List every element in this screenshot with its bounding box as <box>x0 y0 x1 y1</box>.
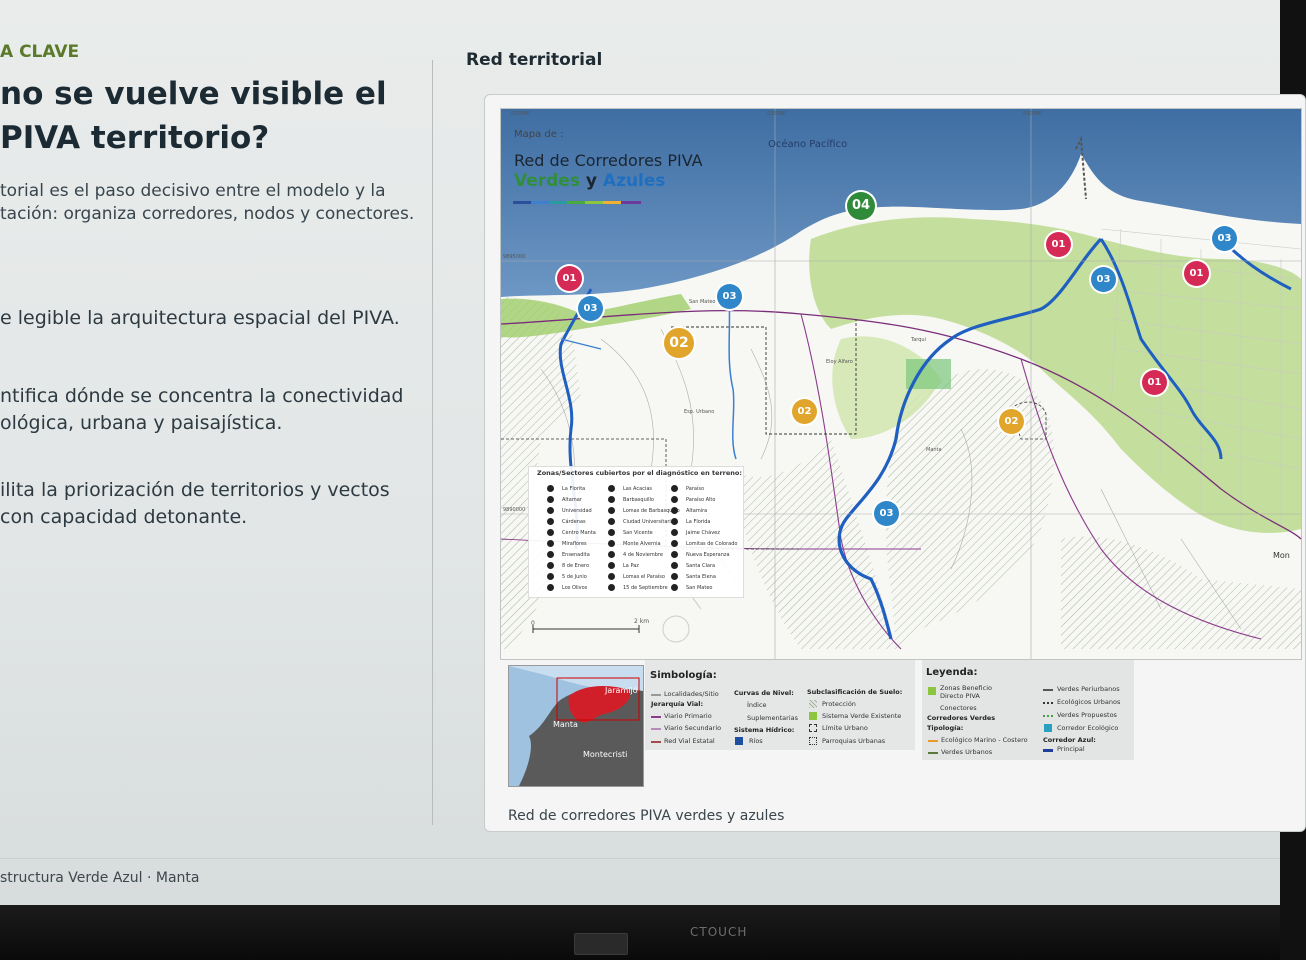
zone-item: 5 de Junio <box>547 572 611 583</box>
zone-item: La Paz <box>608 561 672 572</box>
symbology-item: Sistema Verde Existente <box>822 712 902 720</box>
zone-item: Altamar <box>547 495 611 506</box>
marine-coastal-line <box>928 740 938 742</box>
symbology-item: Límite Urbano <box>822 724 868 732</box>
legend-item: Verdes Urbanos <box>941 748 993 756</box>
place-label-1: San Mateo <box>689 299 716 305</box>
legend-item: Conectores <box>940 704 977 712</box>
coord-top-3: 530000 <box>1023 111 1043 117</box>
green-system-swatch <box>809 712 817 720</box>
zone-item: Santa Elena <box>671 572 735 583</box>
map-subtitle <box>514 171 666 191</box>
zone-item: San Vicente <box>608 528 672 539</box>
zone-item: Ciudad Universitaria <box>608 517 672 528</box>
place-label-2: Eloy Alfaro <box>826 359 853 365</box>
ocean-label: Océano Pacífico <box>768 139 848 150</box>
protection-swatch <box>809 700 817 708</box>
location-inset-map <box>508 665 644 787</box>
coord-top-1: 520000 <box>511 111 531 117</box>
bullet-2: ntifica dónde se concentra la conectividad ológica, urbana y paisajística. <box>0 385 404 434</box>
node-03[interactable]: 03 <box>1091 267 1116 292</box>
symbology-panel <box>645 660 915 750</box>
node-02[interactable]: 02 <box>999 409 1024 434</box>
zones-column-3 <box>671 484 738 594</box>
sensor-icon <box>574 933 628 955</box>
footer-divider <box>0 858 1280 859</box>
legend-item: Verdes Propuestos <box>1057 711 1117 719</box>
urban-green-line <box>928 752 938 754</box>
symbology-item: Sistema Hídrico: <box>734 726 795 734</box>
parish-swatch <box>809 737 817 745</box>
zone-item: Miraflores <box>547 539 611 550</box>
zones-legend <box>528 466 744 598</box>
zones-title: Zonas/Sectores cubiertos por el diagnóstico en terreno: <box>537 469 742 477</box>
node-03[interactable]: 03 <box>717 284 742 309</box>
node-03[interactable]: 03 <box>874 501 899 526</box>
section-kicker: A CLAVE <box>0 42 80 62</box>
monitor-bezel <box>0 905 1280 960</box>
legend-item: Ecológicos Urbanos <box>1057 698 1121 706</box>
node-04[interactable]: 04 <box>847 192 875 220</box>
symbology-item: Protección <box>822 700 856 708</box>
river-swatch <box>735 737 743 745</box>
urban-limit-swatch <box>809 724 817 732</box>
legend-title: Leyenda: <box>926 667 978 678</box>
node-01[interactable]: 01 <box>557 266 582 291</box>
zone-item: Santa Clara <box>671 561 735 572</box>
zone-item: Lomas de Barbasquillo <box>608 506 672 517</box>
zone-item: Cárdenas <box>547 517 611 528</box>
symbology-item: Red Vial Estatal <box>664 737 715 745</box>
localities-line <box>651 694 661 696</box>
legend-item: Corredor Azul: <box>1043 736 1096 744</box>
place-label-3: Tarqui <box>911 337 926 343</box>
zone-item: Paraíso Alto <box>671 495 735 506</box>
symbology-item: Curvas de Nivel: <box>734 689 794 697</box>
symbology-item: Viario Primario <box>664 712 712 720</box>
symbology-item: Jerarquía Vial: <box>651 700 704 708</box>
zone-item: La Florita <box>547 484 611 495</box>
legend-item: Verdes Periurbanos <box>1057 685 1120 693</box>
blue-corridor-line <box>1043 749 1053 752</box>
benefit-zone-swatch <box>928 687 936 695</box>
legend-item: Ecológico Marino - Costero <box>941 736 1028 744</box>
zones-column-1 <box>547 484 611 594</box>
symbology-item: Parroquias Urbanas <box>822 737 886 745</box>
primary-road-line <box>651 716 661 718</box>
node-03[interactable]: 03 <box>578 296 603 321</box>
zone-item: Lomas el Paraíso <box>608 572 672 583</box>
ecological-urban-line <box>1043 702 1053 704</box>
zone-item: Universidad <box>547 506 611 517</box>
zone-item: Los Olivos <box>547 583 611 594</box>
legend-item: Zonas Beneficio Directo PIVA <box>940 684 993 700</box>
node-01[interactable]: 01 <box>1046 232 1071 257</box>
inset-label-3: Montecristi <box>583 750 628 759</box>
node-02[interactable]: 02 <box>792 399 817 424</box>
map-caption: Red de corredores PIVA verdes y azules <box>508 808 785 824</box>
symbology-title: Simbología: <box>650 670 717 681</box>
zone-item: La Florida <box>671 517 735 528</box>
coord-top-2: 525000 <box>767 111 787 117</box>
subtitle-green: Verdes <box>514 171 580 191</box>
proposed-green-line <box>1043 715 1053 717</box>
symbology-item: Subclasificación de Suelo: <box>807 688 903 696</box>
symbology-item: Suplementarias <box>747 714 799 722</box>
zone-item: San Mateo <box>671 583 735 594</box>
zone-item: Lomitas de Colorado <box>671 539 735 550</box>
bullet-1: e legible la arquitectura espacial del PIVA. <box>0 307 400 329</box>
node-01[interactable]: 01 <box>1184 261 1209 286</box>
column-divider <box>432 60 433 825</box>
zone-item: Barbasquillo <box>608 495 672 506</box>
scale-zero: 0 <box>531 620 535 627</box>
ecological-corridor-swatch <box>1044 724 1052 732</box>
slide-title: no se vuelve visible el PIVA territorio? <box>0 76 387 156</box>
zone-item: Jaime Chávez <box>671 528 735 539</box>
zone-item: Altamira <box>671 506 735 517</box>
legend-panel <box>922 660 1134 760</box>
node-02[interactable]: 02 <box>664 328 694 358</box>
map-label: Mapa de : <box>514 129 564 140</box>
symbology-item: Viario Secundario <box>664 724 722 732</box>
legend-item: Corredor Ecológico <box>1057 724 1119 732</box>
zone-item: Paraíso <box>671 484 735 495</box>
state-road-line <box>651 741 661 743</box>
panel-title: Red territorial <box>466 50 603 70</box>
zone-item: Monte Alvernia <box>608 539 672 550</box>
zone-item: Ensenadita <box>547 550 611 561</box>
zone-item: Las Acacias <box>608 484 672 495</box>
legend-item: Principal <box>1057 745 1085 753</box>
zones-column-2 <box>608 484 680 594</box>
place-label-5: Esp. Urbano <box>684 409 715 415</box>
scale-two: 2 km <box>634 618 650 625</box>
place-label-4: Manta <box>926 447 942 453</box>
slide-footer: structura Verde Azul · Manta <box>0 870 200 886</box>
periurban-line <box>1043 689 1053 691</box>
brand-logo: CTOUCH <box>690 925 748 939</box>
slide-intro: torial es el paso decisivo entre el modelo y la tación: organiza corredores, nodos y conectores. <box>0 181 415 224</box>
inset-label-2: Manta <box>553 720 578 729</box>
coord-side-2: 9890000 <box>503 507 526 513</box>
node-03[interactable]: 03 <box>1212 226 1237 251</box>
zone-item: 8 de Enero <box>547 561 611 572</box>
subtitle-blue: Azules <box>602 171 666 191</box>
map-title: Red de Corredores PIVA <box>514 151 703 170</box>
zone-item: 15 de Septiembre <box>608 583 672 594</box>
zone-item: Nueva Esperanza <box>671 550 735 561</box>
secondary-road-line <box>651 728 661 730</box>
symbology-item: Localidades/Sitio <box>664 690 719 698</box>
symbology-item: Índice <box>747 701 767 709</box>
zone-item: Centro Manta <box>547 528 611 539</box>
map-edge-label: Mon <box>1273 551 1290 560</box>
inset-label-1: Jaramijó <box>605 686 638 695</box>
subtitle-y: y <box>585 171 597 191</box>
bullet-3: ilita la priorización de territorios y vectos con capacidad detonante. <box>0 479 390 528</box>
node-01[interactable]: 01 <box>1142 370 1167 395</box>
legend-item: Tipología: <box>927 724 964 732</box>
legend-item: Corredores Verdes <box>927 714 996 722</box>
coord-side-1: 9895000 <box>503 254 526 260</box>
symbology-item: Ríos <box>749 737 763 745</box>
zone-item: 4 de Noviembre <box>608 550 672 561</box>
